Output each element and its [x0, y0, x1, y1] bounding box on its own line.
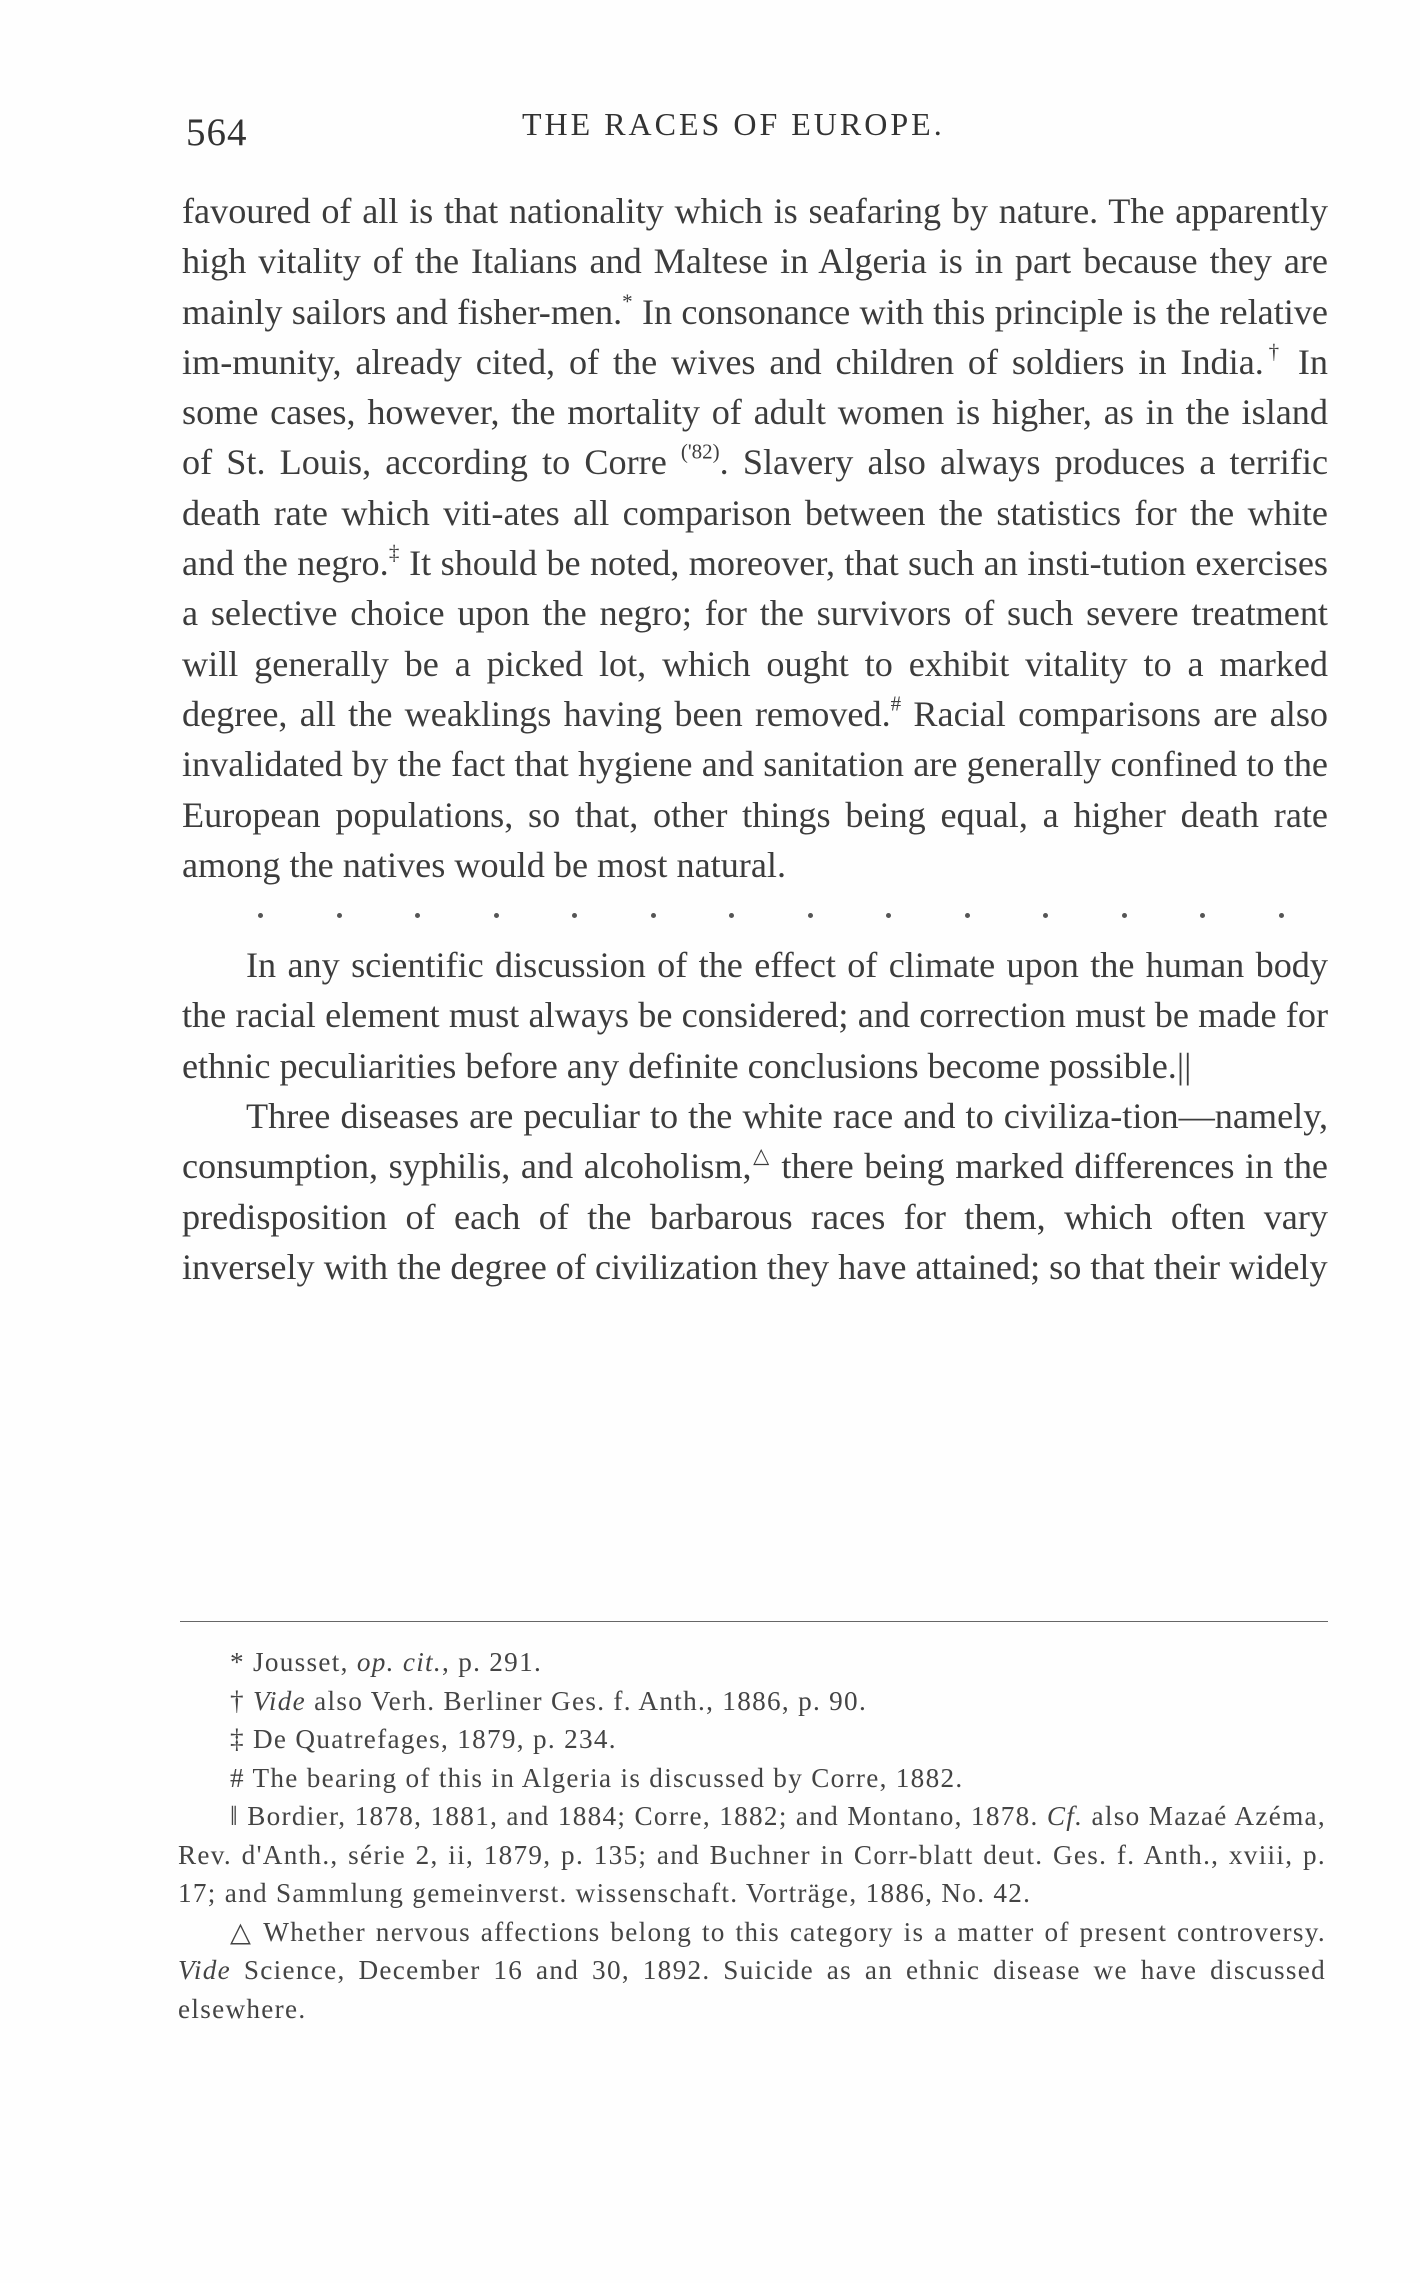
footnote-dagger: † Vide also Verh. Berliner Ges. f. Anth., 1886, p. 90. — [230, 1685, 868, 1716]
citation-ref: ('82) — [680, 439, 720, 464]
paragraph-continued: favoured of all is that nationality which is seafaring by nature. The apparently high vitality of the Italians and Maltese in Algeria is in part because they are mainly sailors and fisher-men.* In consonance with this principle is the relative im-munity, already cited, of the wives and children of soldiers in India.† In some cases, however, the mortality of adult women is higher, as in the island of St. Louis, according to Corre $^{('82)}$. Slavery also always produces a terrific death rate which viti-ates all comparison between the statistics for the white and the negro.‡ It should be noted, moreover, that such an insti-tution exercises a selective choice upon the negro; for the survivors of such severe treatment will generally be a picked lot, which ought to exhibit vitality to a marked degree, all the weaklings having been removed.# Racial comparisons are also invalidated by the fact that hygiene and sanitation are generally confined to the European populations, so that, other things being equal, a higher death rate among the natives would be most natural. — [182, 191, 1328, 885]
running-head: THE RACES OF EUROPE. — [522, 106, 945, 142]
footnote-rule — [180, 1621, 1328, 1622]
footnote-ref-double-dagger: ‡ — [388, 540, 400, 565]
footnote-ref-parallel: || — [1176, 1045, 1192, 1086]
footnote-double-dagger: ‡ De Quatrefages, 1879, p. 234. — [230, 1724, 617, 1754]
footnote-triangle: △ Whether nervous affections belong to this category is a matter of present controversy. Vide Science, December 16 and 30, 1892. Suicide as an ethnic disease we have discussed elsewhere. — [178, 1916, 1326, 2024]
page-number: 564 — [186, 111, 248, 154]
footnote-ref-triangle: △ — [751, 1143, 771, 1168]
footnotes — [178, 1643, 1326, 2028]
paragraph-diseases: Three diseases are peculiar to the white race and to civiliza-tion—namely, consumption, syphilis, and alcoholism,△ there being marked differences in the predisposition of each of the barbarous races for them, which often vary inversely with the degree of civilization they have attained; so that their widely — [182, 1096, 1328, 1287]
paragraph-climate: In any scientific discussion of the effect of climate upon the human body the racial element must always be considered; and correction must be made for ethnic peculiarities before any definite conclusions become possible.|| — [182, 945, 1328, 1086]
page-header — [182, 102, 1330, 162]
footnote-parallel: ‖ Bordier, 1878, 1881, and 1884; Corre, 1882; and Montano, 1878. Cf. also Mazaé Azéma, Rev. d'Anth., série 2, ii, 1879, p. 135; and Buchner in Corr-blatt deut. Ges. f. Anth., xviii, p. 17; and Sammlung gemeinverst. wissenschaft. Vorträge, 1886, No. 42. — [178, 1801, 1327, 1908]
footnote-ref-dagger: † — [1263, 339, 1284, 364]
footnote-star: * Jousset, op. cit., p. 291. — [230, 1647, 543, 1677]
ellipsis-divider — [182, 890, 1328, 940]
footnote-ref-hash: # — [890, 691, 902, 716]
footnote-ref-star: * — [622, 288, 633, 313]
body-text — [182, 186, 1328, 1292]
footnote-hash: # The bearing of this in Algeria is discussed by Corre, 1882. — [230, 1762, 964, 1793]
